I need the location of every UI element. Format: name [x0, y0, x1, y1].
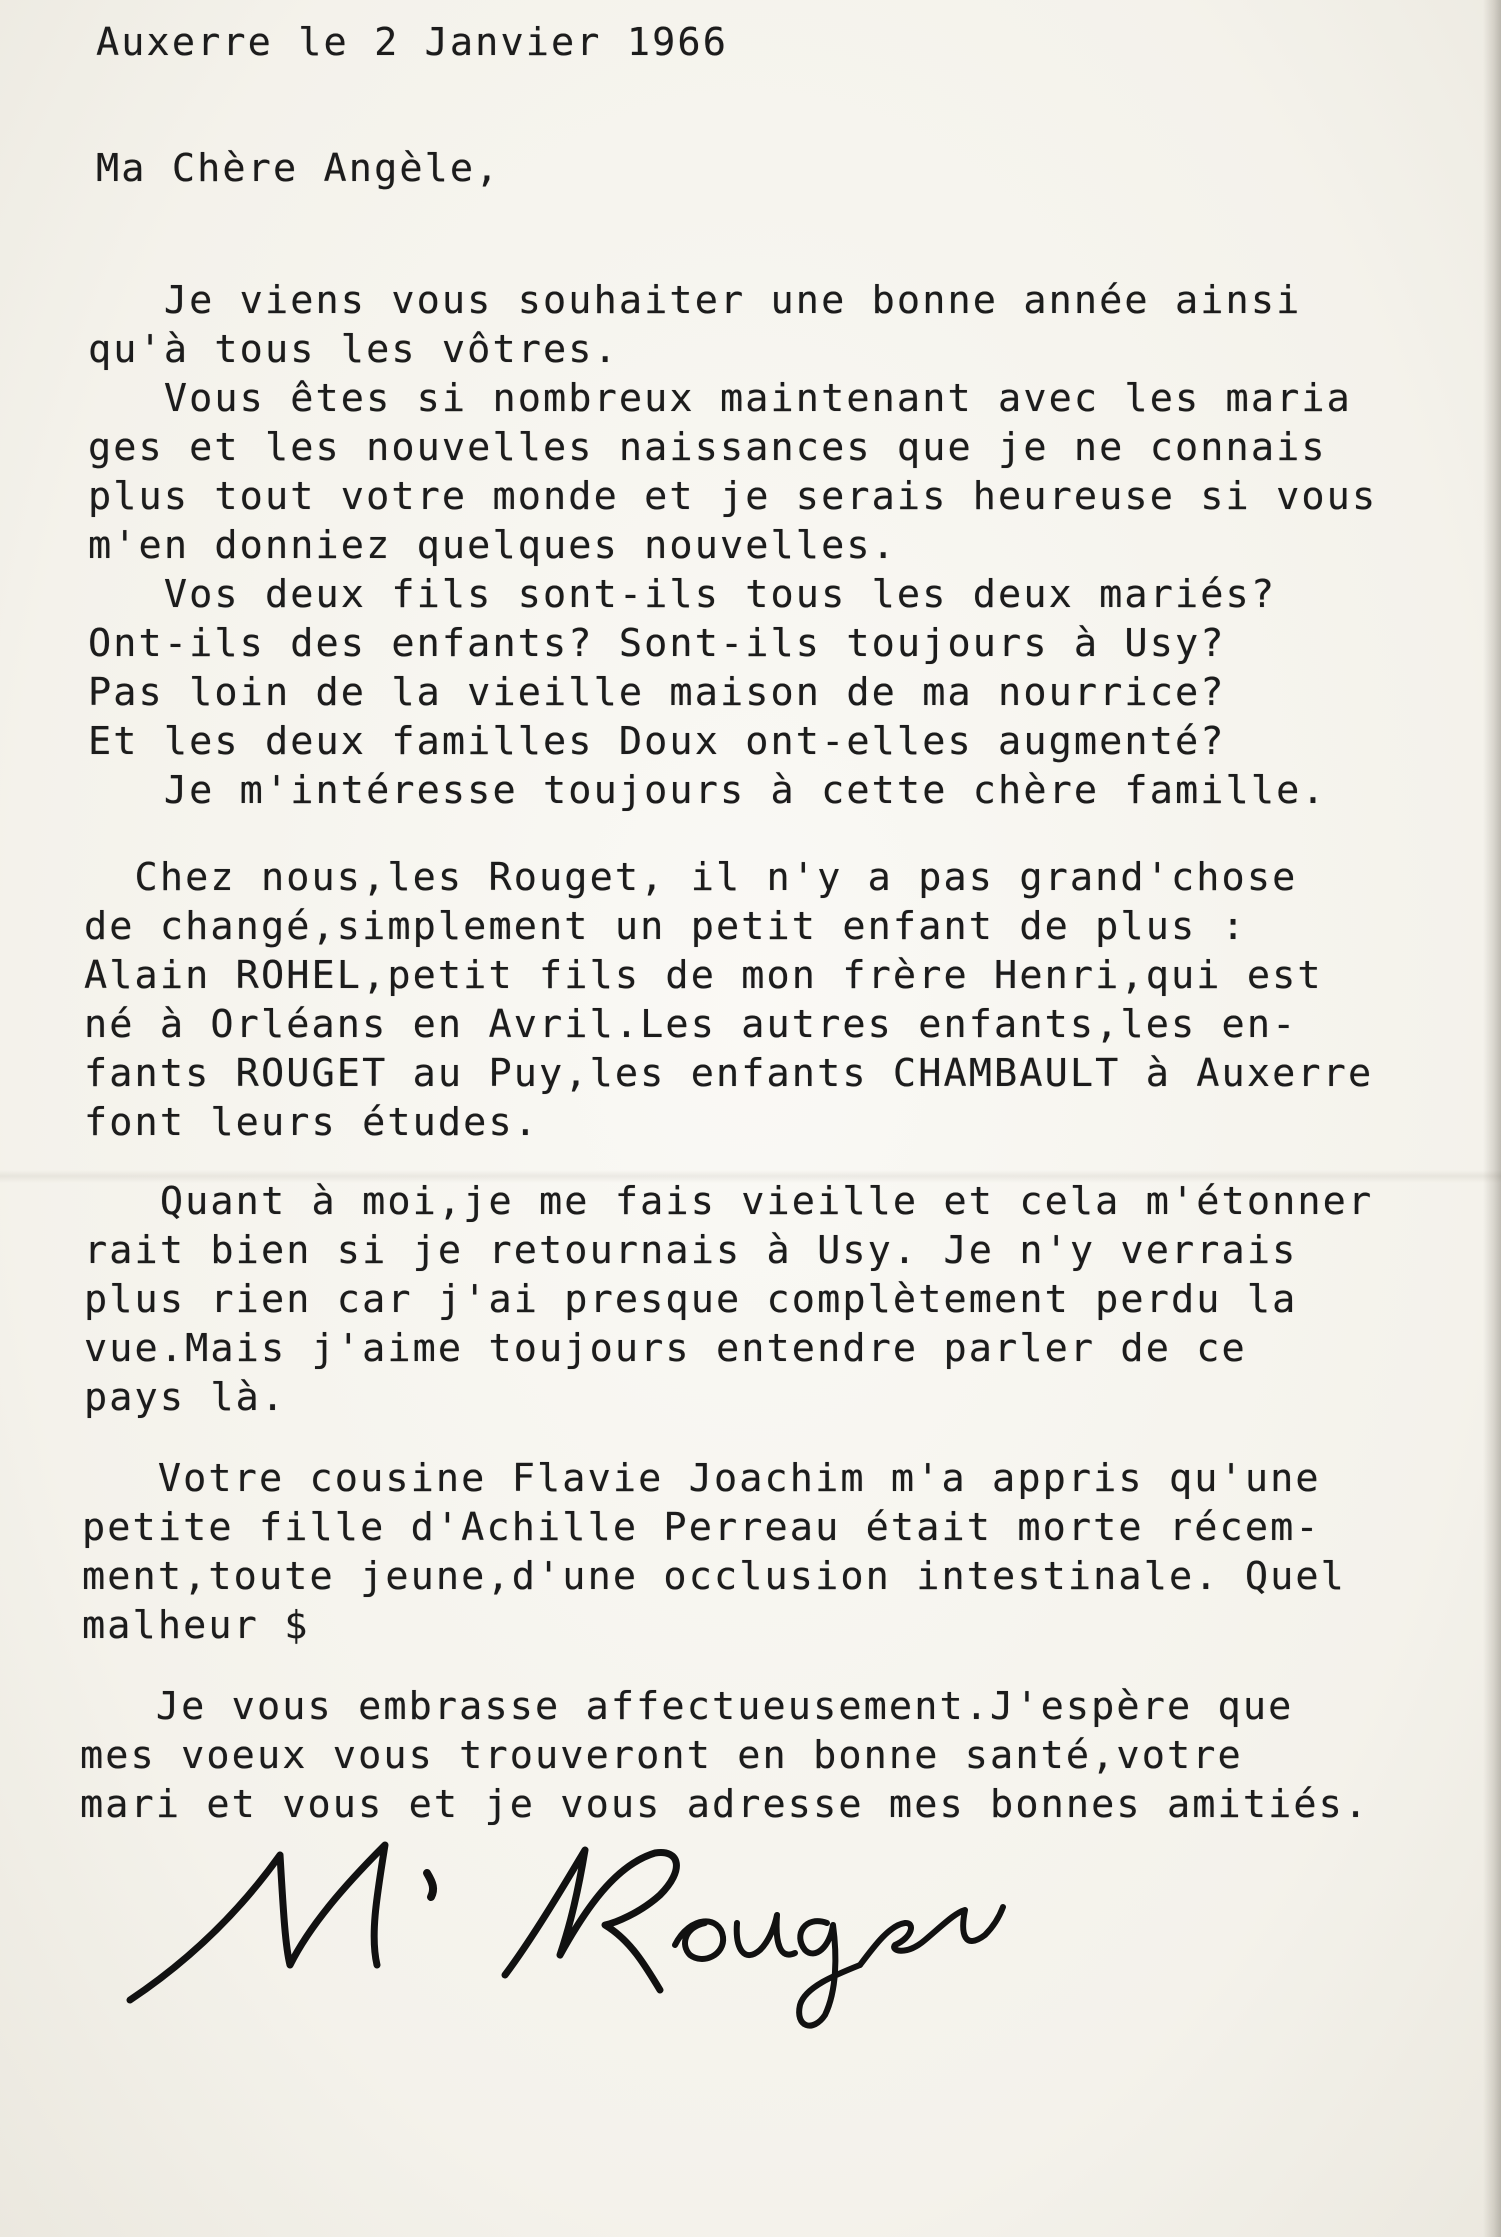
- paper-edge-shadow: [1483, 0, 1501, 2237]
- letter-paragraph-about-writer: Quant à moi,je me fais vieille et cela m'étonner rait bien si je retournais à Usy. Je n'y verrais plus rien car j'ai presque complètement perdu la vue.Mais j'aime toujours entendre parler de ce pays là.: [84, 1179, 1374, 1420]
- handwritten-signature: [115, 1815, 1015, 2035]
- letter-paragraph-greetings: Je viens vous souhaiter une bonne année ainsi qu'à tous les vôtres. Vous êtes si nombreux maintenant avec les maria ges et les nouvelles naissances que je ne connais plus tout votre monde et je serais heureuse si vous m'en donniez quelques nouvelles. Vos deux fils sont-ils tous les deux mariés? Ont-ils des enfants? Sont-ils toujours à Usy? Pas loin de la vieille maison de ma nourrice? Et les deux familles Doux ont-elles augmenté? Je m'intéresse toujours à cette chère famille.: [88, 278, 1378, 813]
- letter-salutation: Ma Chère Angèle,: [96, 146, 501, 191]
- letter-paragraph-family-news: Chez nous,les Rouget, il n'y a pas grand'chose de changé,simplement un petit enfant de plus : Alain ROHEL,petit fils de mon frère Henri,qui est né à Orléans en Avril.Les autres enfants,les en- fants ROUGET au Puy,les enfants CHAMBAULT à Auxerre font leurs études.: [84, 855, 1374, 1145]
- letter-paragraph-sad-news: Votre cousine Flavie Joachim m'a appris qu'une petite fille d'Achille Perreau était morte récem- ment,toute jeune,d'une occlusion intestinale. Quel malheur $: [82, 1456, 1346, 1648]
- letter-date-line: Auxerre le 2 Janvier 1966: [96, 20, 728, 65]
- letter-paragraph-closing: Je vous embrasse affectueusement.J'espère que mes voeux vous trouveront en bonne santé,votre mari et vous et je vous adresse mes bonnes amitiés.: [80, 1684, 1370, 1827]
